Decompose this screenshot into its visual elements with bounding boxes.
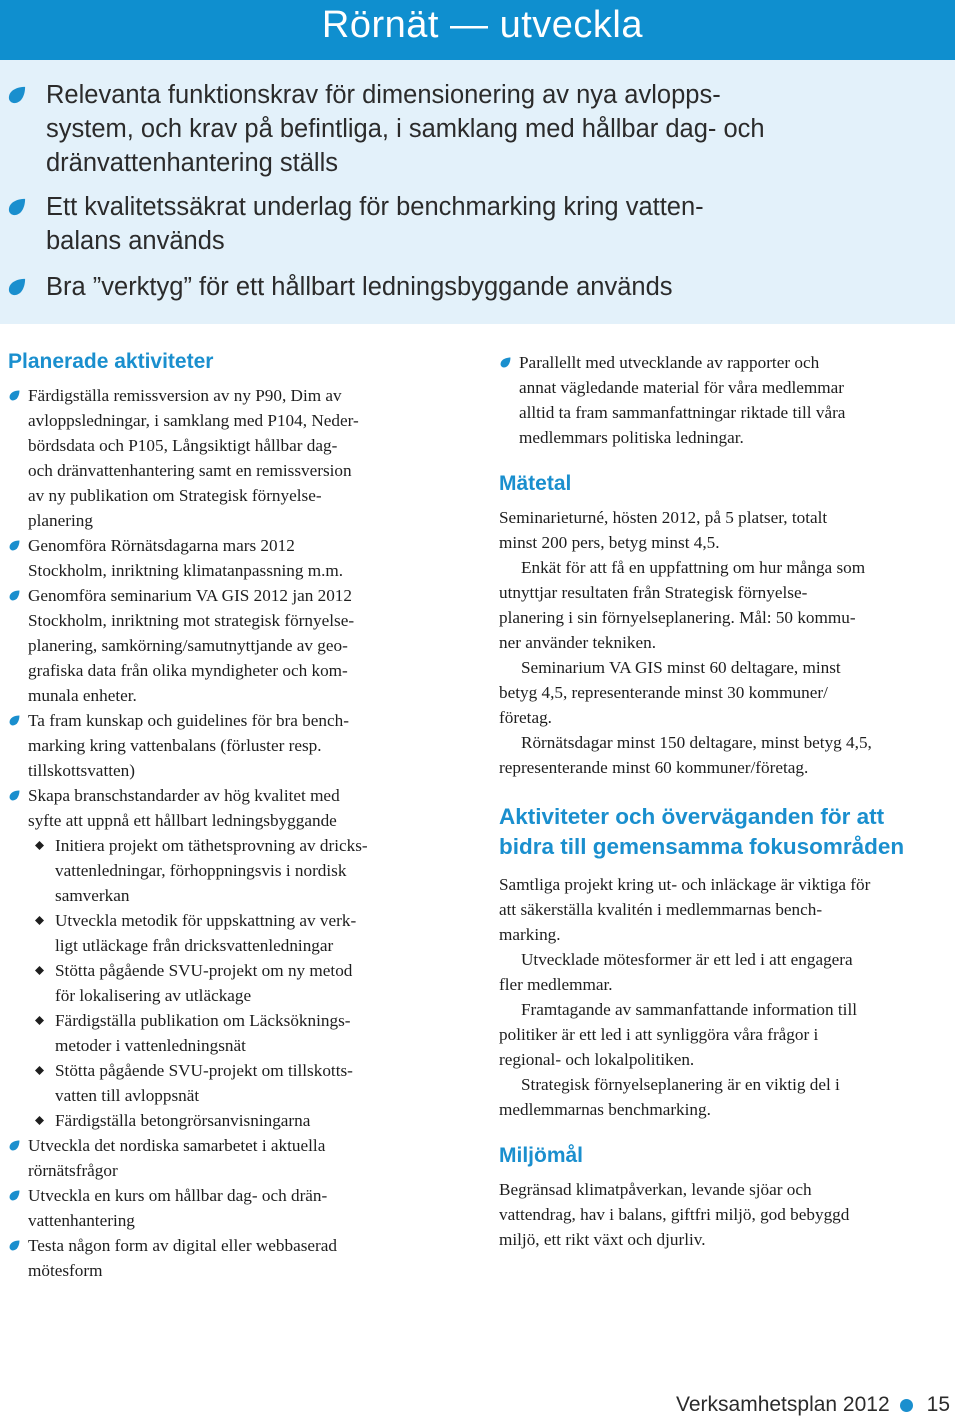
leaf-bullet-icon <box>8 198 26 216</box>
text-line: planering <box>28 511 93 530</box>
goal-item <box>46 270 673 304</box>
sub-list-item <box>28 908 456 958</box>
list-item <box>8 1233 456 1283</box>
text-line: bördsdata och P105, Långsiktigt hållbar dag- <box>28 436 338 455</box>
text-line: Stockholm, inriktning klimatanpassning m.m. <box>28 561 344 580</box>
text-line: Utveckla det nordiska samarbetet i aktuella <box>28 1136 326 1155</box>
text-line: medlemmarnas benchmarking. <box>499 1100 711 1119</box>
text-line: samverkan <box>55 886 130 905</box>
text-line: för lokalisering av utläckage <box>55 986 252 1005</box>
text-line: ligt utläckage från dricksvattenledningar <box>55 936 334 955</box>
leaf-bullet-icon <box>9 715 20 726</box>
text-line: Genomföra seminarium VA GIS 2012 jan 2012 <box>28 586 352 605</box>
focus-heading <box>499 802 954 862</box>
text-line: vattenledningar, förhoppningsvis i nordisk <box>55 861 347 880</box>
paragraph <box>499 947 954 997</box>
text-line: regional- och lokalpolitiken. <box>499 1050 695 1069</box>
paragraph <box>499 555 954 655</box>
text-line: utnyttjar resultaten från Strategisk förnyelse- <box>499 583 808 602</box>
environment-goals-text <box>499 1177 954 1252</box>
text-line: Utveckla metodik för uppskattning av verk- <box>55 911 357 930</box>
list-item <box>8 533 456 583</box>
sub-list-item <box>28 1008 456 1058</box>
text-line: minst 200 pers, betyg minst 4,5. <box>499 533 720 552</box>
diamond-bullet-icon <box>35 966 44 975</box>
text-line: företag. <box>499 708 552 727</box>
text-line: metoder i vattenledningsnät <box>55 1036 246 1055</box>
environment-goals-heading: Miljömål <box>499 1144 584 1167</box>
metrics-text <box>499 505 954 780</box>
header-bar <box>0 0 955 60</box>
text-line: Framtagande av sammanfattande information till <box>521 1000 858 1019</box>
text-line: att säkerställa kvalitén i medlemmarnas bench- <box>499 900 823 919</box>
text-line: betyg 4,5, representerande minst 30 kommuner/ <box>499 683 828 702</box>
goal-item <box>46 78 765 180</box>
text-line: Parallellt med utvecklande av rapporter och <box>519 353 820 372</box>
text-line: mötesform <box>28 1261 103 1280</box>
text-line: vattenhantering <box>28 1211 135 1230</box>
text-line: medlemmars politiska ledningar. <box>519 428 744 447</box>
paragraph <box>499 1177 954 1252</box>
text-line: vatten till avloppsnät <box>55 1086 200 1105</box>
activity-list-right <box>499 350 954 450</box>
text-line: representerande minst 60 kommuner/företag. <box>499 758 809 777</box>
text-line: alltid ta fram sammanfattningar riktade till våra <box>519 403 846 422</box>
footer-dot-icon <box>900 1399 913 1412</box>
text-line: fler medlemmar. <box>499 975 613 994</box>
text-line: avloppsledningar, i samklang med P104, Neder- <box>28 411 359 430</box>
goals-box <box>0 60 955 324</box>
text-line: bidra till gemensamma fokusområden <box>499 834 905 859</box>
text-line: Stockholm, inriktning mot strategisk förnyelse- <box>28 611 355 630</box>
text-line: Stötta pågående SVU-projekt om tillskotts- <box>55 1061 353 1080</box>
page-number: 15 <box>926 1393 950 1416</box>
text-line: planering i sin förnyelseplanering. Mål: 50 kommu- <box>499 608 856 627</box>
text-line: miljö, ett rikt växt och djurliv. <box>499 1230 706 1249</box>
text-line: balans används <box>46 227 225 255</box>
paragraph <box>499 505 954 555</box>
sub-list-item <box>28 1058 456 1108</box>
paragraph <box>499 655 954 730</box>
text-line: dränvattenhantering ställs <box>46 149 339 177</box>
page-footer <box>676 1393 950 1417</box>
text-line: Begränsad klimatpåverkan, levande sjöar och <box>499 1180 812 1199</box>
leaf-bullet-icon <box>8 278 26 296</box>
text-line: Färdigställa remissversion av ny P90, Dim av <box>28 386 342 405</box>
sub-list-item <box>28 1108 456 1133</box>
planned-activities-heading: Planerade aktiviteter <box>8 350 214 373</box>
diamond-bullet-icon <box>35 916 44 925</box>
activity-list-continued <box>8 1133 456 1283</box>
activity-list <box>8 383 456 833</box>
list-item <box>8 1133 456 1183</box>
list-item <box>8 383 456 533</box>
text-line: tillskottsvatten) <box>28 761 135 780</box>
leaf-bullet-icon <box>500 357 511 368</box>
leaf-bullet-icon <box>9 390 20 401</box>
footer-label: Verksamhetsplan 2012 <box>676 1393 890 1416</box>
text-line: marking kring vattenbalans (förluster resp. <box>28 736 322 755</box>
leaf-bullet-icon <box>9 790 20 801</box>
diamond-bullet-icon <box>35 1116 44 1125</box>
text-line: marking. <box>499 925 561 944</box>
text-line: vattendrag, hav i balans, giftfri miljö, god bebyggd <box>499 1205 850 1224</box>
diamond-bullet-icon <box>35 1066 44 1075</box>
text-line: Ta fram kunskap och guidelines för bra bench- <box>28 711 349 730</box>
goal-item <box>46 190 704 258</box>
text-line: politiker är ett led i att synliggöra våra frågor i <box>499 1025 819 1044</box>
leaf-bullet-icon <box>9 590 20 601</box>
text-line: Utvecklade mötesformer är ett led i att engagera <box>521 950 853 969</box>
sub-list-item <box>28 958 456 1008</box>
leaf-bullet-icon <box>9 1240 20 1251</box>
text-line: Seminarium VA GIS minst 60 deltagare, minst <box>521 658 841 677</box>
sub-list-item <box>28 833 456 908</box>
text-line: av ny publikation om Strategisk förnyelse- <box>28 486 322 505</box>
list-item <box>8 708 456 783</box>
list-item <box>8 783 456 833</box>
text-line: Strategisk förnyelseplanering är en viktig del i <box>521 1075 840 1094</box>
paragraph <box>499 1072 954 1122</box>
text-line: Utveckla en kurs om hållbar dag- och drän- <box>28 1186 328 1205</box>
text-line: Enkät för att få en uppfattning om hur många som <box>521 558 866 577</box>
list-item <box>8 1183 456 1233</box>
text-line: Initiera projekt om täthetsprovning av dricks- <box>55 836 368 855</box>
standards-sublist <box>8 833 456 1133</box>
page-title: Rörnät — utveckla <box>321 4 643 46</box>
leaf-bullet-icon <box>8 86 26 104</box>
right-column <box>499 350 954 1252</box>
diamond-bullet-icon <box>35 1016 44 1025</box>
text-line: Bra ”verktyg” för ett hållbart ledningsbyggande används <box>46 273 673 301</box>
text-line: Seminarieturné, hösten 2012, på 5 platser, totalt <box>499 508 828 527</box>
text-line: Aktiviteter och överväganden för att <box>499 804 885 829</box>
text-line: system, och krav på befintliga, i samklang med hållbar dag- och <box>46 115 765 143</box>
list-item <box>499 350 954 450</box>
leaf-bullet-icon <box>9 540 20 551</box>
text-line: planering, samkörning/samutnyttjande av geo- <box>28 636 348 655</box>
text-line: rörnätsfrågor <box>28 1161 118 1180</box>
metrics-heading: Mätetal <box>499 472 572 495</box>
text-line: syfte att uppnå ett hållbart ledningsbyggande <box>28 811 337 830</box>
leaf-bullet-icon <box>9 1140 20 1151</box>
text-line: Samtliga projekt kring ut- och inläckage är viktiga för <box>499 875 871 894</box>
diamond-bullet-icon <box>35 841 44 850</box>
text-line: Ett kvalitetssäkrat underlag för benchmarking kring vatten- <box>46 193 704 221</box>
text-line: grafiska data från olika myndigheter och kom- <box>28 661 348 680</box>
text-line: Genomföra Rörnätsdagarna mars 2012 <box>28 536 295 555</box>
text-line: Relevanta funktionskrav för dimensionering av nya avlopps- <box>46 81 721 109</box>
leaf-bullet-icon <box>9 1190 20 1201</box>
text-line: Skapa branschstandarder av hög kvalitet med <box>28 786 340 805</box>
paragraph <box>499 730 954 780</box>
paragraph <box>499 872 954 947</box>
text-line: Färdigställa betongrörsanvisningarna <box>55 1111 311 1130</box>
text-line: ner använder tekniken. <box>499 633 657 652</box>
text-line: annat vägledande material för våra medlemmar <box>519 378 844 397</box>
text-line: Testa någon form av digital eller webbaserad <box>28 1236 338 1255</box>
paragraph <box>499 997 954 1072</box>
text-line: munala enheter. <box>28 686 137 705</box>
text-line: och dränvattenhantering samt en remissversion <box>28 461 352 480</box>
left-column <box>8 348 456 1283</box>
focus-text <box>499 872 954 1122</box>
text-line: Rörnätsdagar minst 150 deltagare, minst betyg 4,5, <box>521 733 872 752</box>
list-item <box>8 583 456 708</box>
text-line: Färdigställa publikation om Läcksöknings- <box>55 1011 351 1030</box>
text-line: Stötta pågående SVU-projekt om ny metod <box>55 961 353 980</box>
